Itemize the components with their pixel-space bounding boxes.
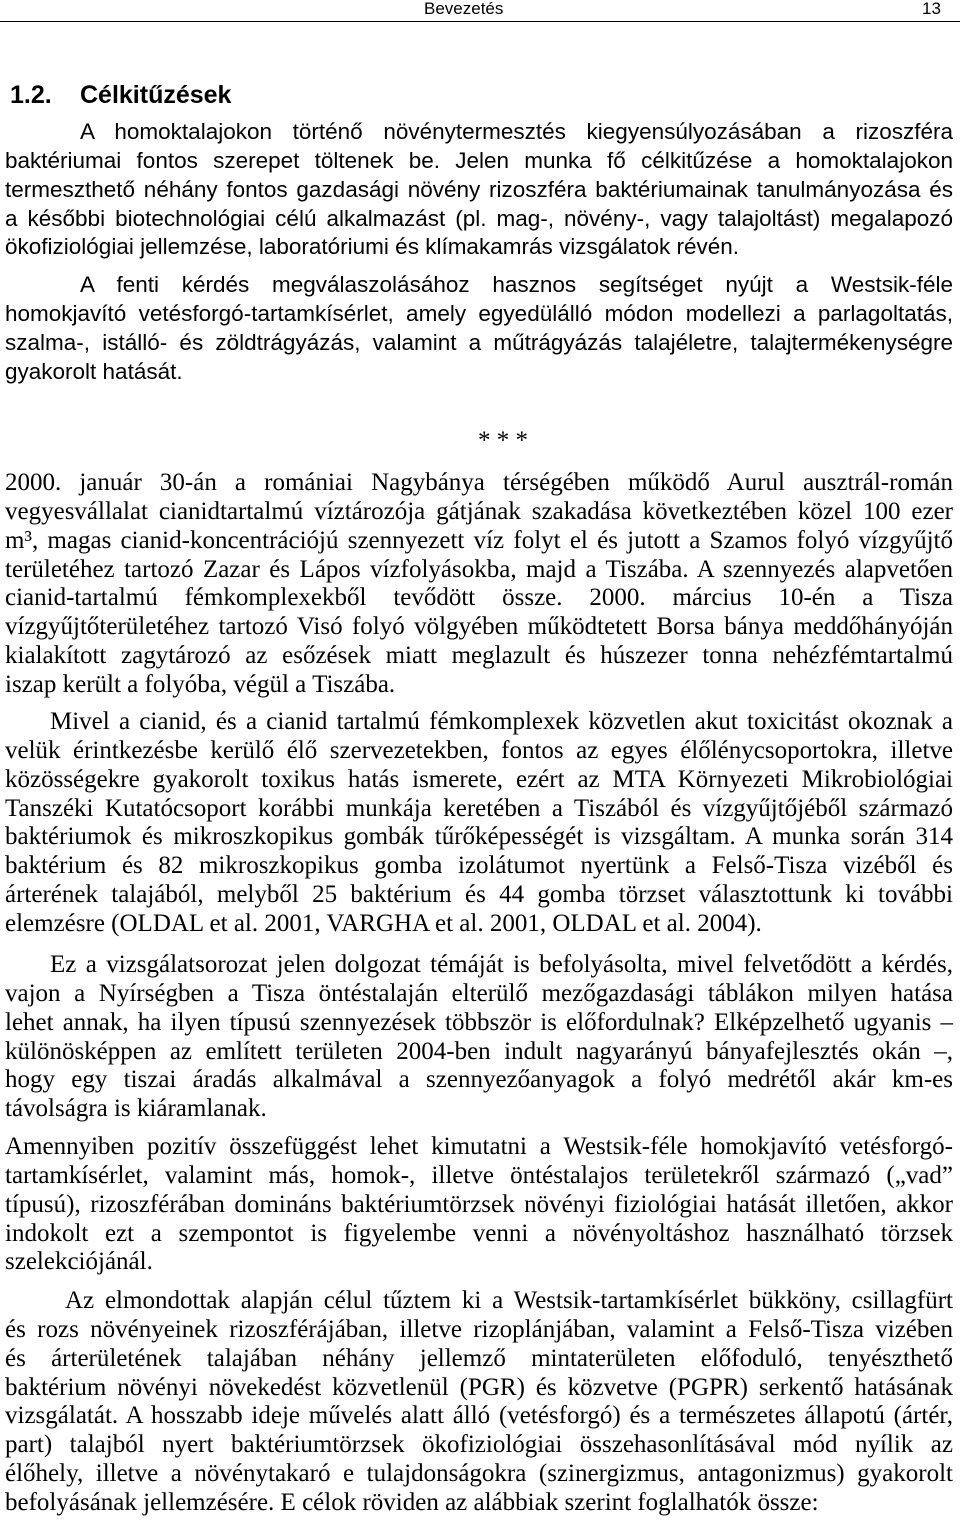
text-line: területéhez tartozó Zazar és Lápos vízfolyásokba, majd a Tiszába. A szennyezés alapvetően	[5, 555, 953, 583]
body-paragraph-3	[5, 951, 953, 1124]
text-line: gyakorolt hatását.	[5, 358, 183, 384]
text-line: hogy egy tiszai áradás alkalmával a szennyezőanyagok a folyó medrétől akár km-es	[5, 1066, 953, 1094]
section-separator: * * *	[478, 427, 528, 454]
text-line: velük érintkezésbe kerülő élő szervezetekben, fontos az egyes élőlénycsoportokra, illetve	[5, 736, 953, 764]
text-line: termeszthető néhány fontos gazdasági növény rizoszféra baktériumainak tanulmányozása és	[5, 176, 953, 202]
text-line: baktérium növényi növekedést közvetlenül (PGR) és közvetve (PGPR) serkentő hatásának	[5, 1373, 953, 1401]
running-title: Bevezetés	[424, 0, 504, 18]
intro-paragraph-2	[5, 271, 953, 386]
text-line: vajon a Nyírségben a Tisza öntéstalaján elterülő mezőgazdasági táblákon milyen hatása	[5, 979, 953, 1007]
text-line: és árterületének talajában néhány jellemző mintaterületen előfoduló, tenyészthető	[5, 1344, 953, 1372]
text-line: ökofiziológiai jellemzése, laboratóriumi és klímakamrás vizsgálatok révén.	[5, 234, 740, 260]
text-line: közösségekre gyakorolt toxikus hatás ismerete, ezért az MTA Környezeti Mikrobiológiai	[5, 765, 953, 793]
text-line: cianid-tartalmú fémkomplexekből tevődött össze. 2000. március 10-én a Tisza	[5, 584, 953, 612]
text-line: Tanszéki Kutatócsoport korábbi munkája keretében a Tiszából és vízgyűjtőjéből származó	[5, 794, 953, 822]
text-line: part) talajból nyert baktériumtörzsek ökofiziológiai összehasonlításával mód nyílik az	[5, 1431, 953, 1459]
text-line: baktériumok és mikroszkopikus gombák tűrőképességét is vizsgáltam. A munka során 314	[5, 823, 953, 851]
text-line: különösképpen az említett területen 2004-ben indult nagyarányú bányafejlesztés okán –,	[5, 1037, 953, 1065]
section-title: Célkitűzések	[80, 81, 232, 109]
text-line: és rozs növényeinek rizoszférájában, illetve rizoplánjában, valamint a Felső-Tisza vizében	[5, 1315, 953, 1343]
text-line: iszap került a folyóba, végül a Tiszába.	[5, 670, 396, 698]
text-line: típusú), rizoszférában domináns baktériumtörzsek növényi fiziológiai hatását illetően, akkor	[5, 1190, 953, 1218]
text-line: szalma-, istálló- és zöldtrágyázás, valamint a műtrágyázás talajéletre, talajtermékenységre	[5, 329, 953, 355]
body-paragraph-4	[5, 1133, 953, 1277]
text-line: 2000. január 30-án a romániai Nagybánya térségében működő Aurul ausztrál-román	[5, 469, 953, 496]
text-line: baktériumai fontos szerepet töltenek be. Jelen munka fő célkitűzése a homoktalajokon	[5, 147, 953, 173]
text-line: tartamkísérlet, valamint más, homok-, illetve öntéstalajos területekről származó („vad”	[5, 1161, 953, 1189]
text-line: élőhely, illetve a növénytakaró e tulajdonságokra (szinergizmus, antagonizmus) gyakorolt	[5, 1460, 953, 1488]
text-line: m³, magas cianid-koncentrációjú szennyezett víz folyt el és jutott a Szamos folyó vízgyűjtő	[5, 526, 953, 554]
body-paragraph-5	[5, 1287, 953, 1518]
intro-paragraph-1	[5, 118, 953, 262]
section-number: 1.2.	[10, 81, 52, 109]
text-line: lehet annak, ha ilyen típusú szennyezések többször is előfordulnak? Elképzelhető ugyanis –	[5, 1008, 953, 1036]
text-line: távolságra is kiáramlanak.	[5, 1095, 267, 1123]
text-line: Az elmondottak alapján célul tűztem ki a Westsik-tartamkísérlet bükköny, csillagfürt	[65, 1287, 953, 1314]
text-line: vizsgálatát. A hosszabb ideje művelés alatt álló (vetésforgó) és a természetes állapotú (ártér,	[5, 1402, 953, 1430]
text-line: A homoktalajokon történő növénytermesztés kiegyensúlyozásában a rizoszféra	[80, 119, 953, 144]
body-paragraph-2	[5, 708, 953, 939]
text-line: indokolt ezt a szempontot is figyelembe venni a növényoltáshoz használható törzsek	[5, 1219, 953, 1247]
text-line: baktérium és 82 mikroszkopikus gomba izolátumot nyertünk a Felső-Tisza vizéből és	[5, 852, 953, 880]
text-line: homokjavító vetésforgó-tartamkísérlet, amely egyedülálló módon modellezi a parlagoltatás,	[5, 300, 953, 326]
page-header	[0, 0, 960, 22]
text-line: szelekciójánál.	[5, 1248, 153, 1276]
text-line: vegyesvállalat cianidtartalmú víztározója gátjának szakadása következtében közel 100 ezer	[5, 497, 953, 525]
text-line: a későbbi biotechnológiai célú alkalmazást (pl. mag-, növény-, vagy talajoltást) megalapozó	[5, 205, 953, 231]
text-line: elemzésre (OLDAL et al. 2001, VARGHA et al. 2001, OLDAL et al. 2004).	[5, 909, 762, 937]
text-line: Amennyiben pozitív összefüggést lehet kimutatni a Westsik-féle homokjavító vetésforgó-	[5, 1133, 953, 1160]
page-number: 13	[922, 0, 941, 18]
text-line: Ez a vizsgálatsorozat jelen dolgozat témáját is befolyásolta, mivel felvetődött a kérdés,	[50, 951, 953, 978]
section-heading	[0, 80, 960, 110]
text-line: Mivel a cianid, és a cianid tartalmú fémkomplexek közvetlen akut toxicitást okoznak a	[50, 708, 953, 735]
body-paragraph-1	[5, 469, 953, 700]
text-line: árterének talajából, melyből 25 baktérium és 44 gomba törzset választottunk ki további	[5, 881, 953, 909]
text-line: kialakított zagytározó az esőzések miatt meglazult és húszezer tonna nehézfémtartalmú	[5, 642, 953, 670]
text-line: befolyásának jellemzésére. E célok röviden az alábbiak szerint foglalhatók össze:	[5, 1488, 819, 1516]
text-line: A fenti kérdés megválaszolásához hasznos segítséget nyújt a Westsik-féle	[80, 272, 953, 297]
text-line: vízgyűjtőterületéhez tartozó Visó folyó völgyében működtetett Borsa bánya meddőhányóján	[5, 613, 953, 641]
